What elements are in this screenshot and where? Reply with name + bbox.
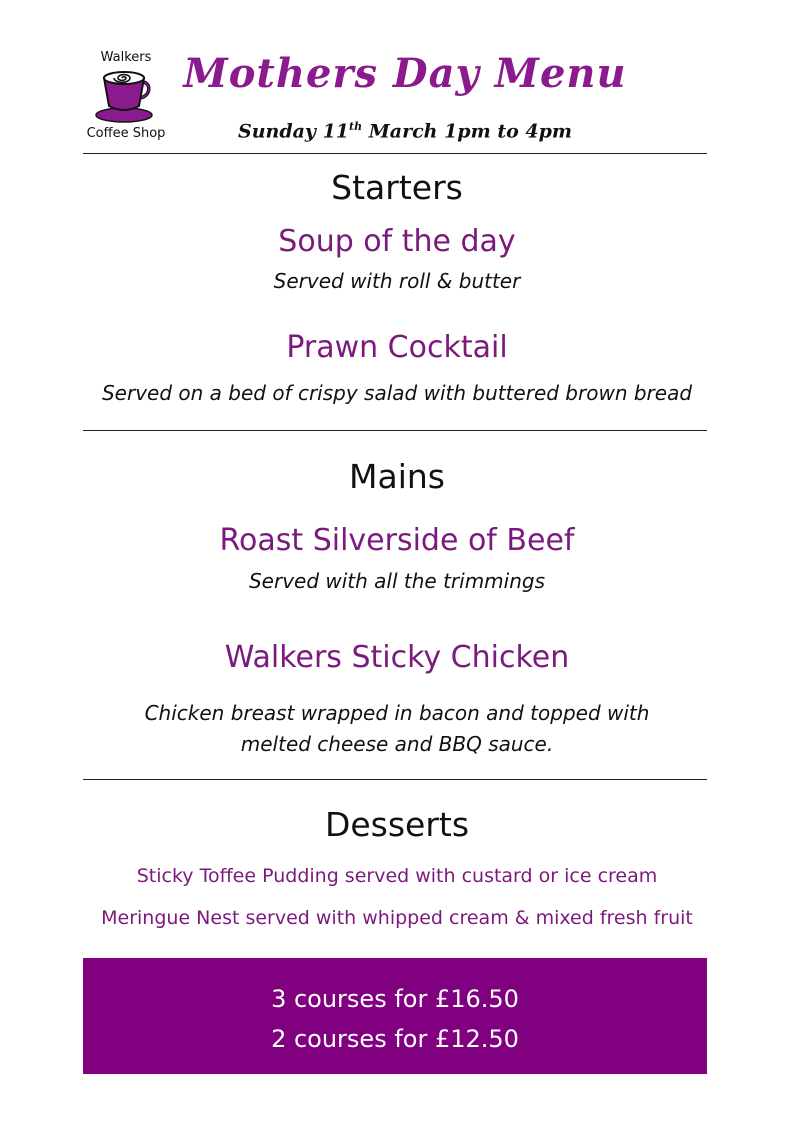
logo xyxy=(76,50,176,142)
mains-heading: Mains xyxy=(349,457,445,496)
price-two-courses: 2 courses for £12.50 xyxy=(271,1025,519,1053)
dish-description-prawn-cocktail: Served on a bed of crispy salad with buttered brown bread xyxy=(101,381,693,405)
logo-bottom-text: Coffee Shop xyxy=(86,126,166,141)
dish-name-roast-beef: Roast Silverside of Beef xyxy=(219,523,575,558)
dessert-item-sticky-toffee: Sticky Toffee Pudding served with custard or ice cream xyxy=(136,865,658,887)
dish-name-sticky-chicken: Walkers Sticky Chicken xyxy=(224,640,570,675)
dish-name-prawn-cocktail: Prawn Cocktail xyxy=(286,330,508,365)
dish-description-sticky-chicken-line-1: Chicken breast wrapped in bacon and topped with xyxy=(144,701,650,725)
logo-top-text: Walkers xyxy=(100,50,152,65)
pricing-box xyxy=(83,958,707,1074)
divider-starters xyxy=(83,430,707,431)
dessert-item-meringue-nest: Meringue Nest served with whipped cream & mixed fresh fruit xyxy=(101,907,693,929)
dish-description-roast-beef: Served with all the trimmings xyxy=(248,569,546,593)
desserts-heading: Desserts xyxy=(324,805,470,844)
price-three-courses: 3 courses for £16.50 xyxy=(271,985,519,1013)
starters-heading: Starters xyxy=(331,168,463,207)
divider-header xyxy=(83,153,707,154)
dish-description-sticky-chicken-line-2: melted cheese and BBQ sauce. xyxy=(240,732,554,756)
subtitle-time: March 1pm to 4pm xyxy=(362,120,572,143)
subtitle-day: Sunday 11 xyxy=(237,120,350,143)
divider-mains xyxy=(83,779,707,780)
subtitle-ordinal-suffix: th xyxy=(349,120,363,133)
page-title: Mothers Day Menu xyxy=(183,50,627,97)
dish-name-soup: Soup of the day xyxy=(278,224,516,259)
event-date-subtitle xyxy=(175,112,635,146)
coffee-cup-icon xyxy=(94,68,158,124)
dish-description-soup: Served with roll & butter xyxy=(273,269,521,293)
